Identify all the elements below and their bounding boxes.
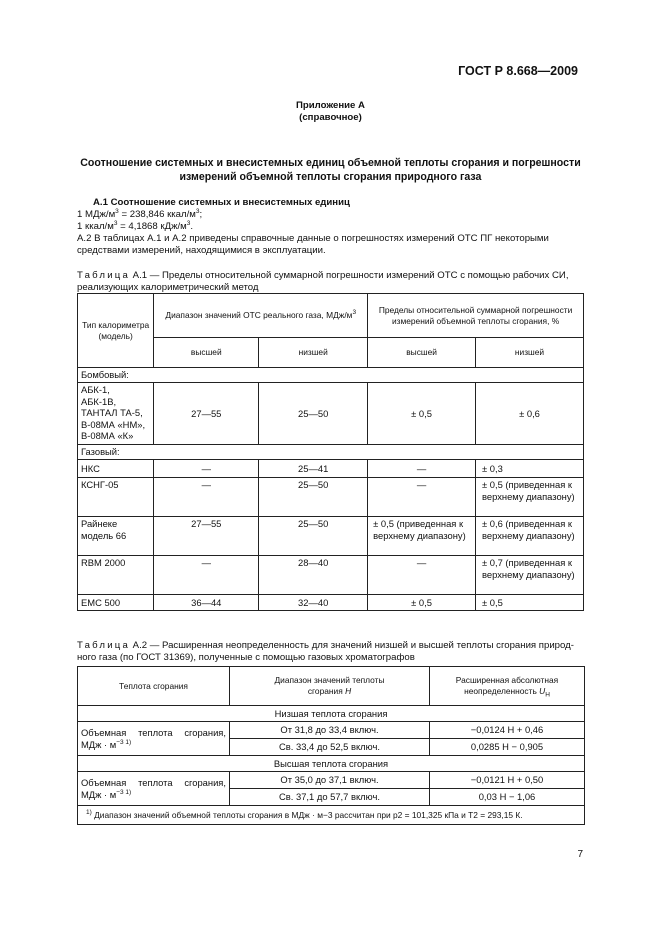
annex-subtitle: (справочное)	[299, 112, 362, 123]
group-gas: Газовый:	[78, 445, 584, 460]
table2-caption-line2: ного газа (по ГОСТ 31369), полученные с помощью газовых хроматографов	[77, 652, 415, 663]
head-calorimeter-type: Тип калориметра (модель)	[78, 294, 154, 368]
table-a2	[77, 666, 585, 825]
table-row: НКС — 25—41 — ± 0,3	[78, 460, 584, 478]
head-heat: Теплота сгорания	[78, 667, 230, 706]
head-range-h: Диапазон значений теплоты сгорания H	[230, 667, 430, 706]
head-uncertainty: Расширенная абсолютная неопределенность $U_H$	[430, 667, 585, 706]
section-a2-line2: средствами измерений, находящимися в эксплуатации.	[77, 245, 326, 256]
head-limit-high: высшей	[368, 338, 476, 368]
document-number: ГОСТ Р 8.668—2009	[458, 64, 578, 78]
head-range-high: высшей	[154, 338, 259, 368]
table-row: Объемная теплота сгорания, МДж · $м^{-3 1)}$ От 35,0 до 37,1 включ. −0,0121 H + 0,50	[78, 772, 585, 789]
table-row: АБК-1, АБК-1В, ТАНТАЛ ТА-5, В-08МА «НМ», В-08МА «К» 27—55 25—50 ± 0,5 ± 0,6	[78, 383, 584, 445]
table-row: EMC 500 36—44 32—40 ± 0,5 ± 0,5	[78, 595, 584, 611]
main-title-line1: Соотношение системных и внесистемных единиц объемной теплоты сгорания и погрешности	[80, 157, 581, 169]
group-bomb: Бомбовый:	[78, 368, 584, 383]
table-row: Объемная теплота сгорания, МДж · $м^{-3 1)}$ От 31,8 до 33,4 включ. −0,0124 H + 0,46	[78, 722, 585, 739]
section-a2-line1: А.2 В таблицах А.1 и А.2 приведены справочные данные о погрешностях измерений ОТС ПГ некоторыми	[77, 233, 549, 244]
head-limit-low: низшей	[476, 338, 584, 368]
table-row: КСНГ-05 — 25—50 — ± 0,5 (приведенная к верхнему диапазону)	[78, 478, 584, 517]
table1-caption-line2: реализующих калориметрический метод	[77, 282, 259, 293]
main-title-line2: измерений объемной теплоты сгорания природного газа	[179, 171, 482, 183]
high-heat-title: Высшая теплота сгорания	[78, 756, 585, 772]
low-row-label: Объемная теплота сгорания, МДж · $м^{-3 1)}$	[78, 722, 230, 756]
annex-title: Приложение А	[296, 100, 365, 111]
bomb-models: АБК-1, АБК-1В, ТАНТАЛ ТА-5, В-08МА «НМ», В-08МА «К»	[78, 383, 154, 445]
table1-caption: Таблица А.1 — Пределы относительной суммарной погрешности измерений ОТС с помощью рабочих СИ,	[77, 270, 569, 281]
table-row: Св. 37,1 до 57,7 включ. 0,03 H − 1,06	[78, 789, 585, 806]
head-range-low: низшей	[259, 338, 368, 368]
table2-caption: Таблица А.2 — Расширенная неопределенность для значений низшей и высшей теплоты сгорания природ-	[77, 640, 574, 651]
conversion-eq2: 1 ккал/$м^3 = 4,1868$ кДж/$м^3$.	[77, 219, 194, 232]
head-range: Диапазон значений ОТС реального газа, МДж/$м^3$	[154, 294, 368, 338]
table-row: Св. 33,4 до 52,5 включ. 0,0285 H − 0,905	[78, 739, 585, 756]
table2-footnote: $^{1)}$ Диапазон значений объемной теплоты сгорания в МДж · м−3 рассчитан при p2 = 101,325 кПа и T2 = 293,15 К.	[78, 806, 585, 825]
section-a1-heading: А.1 Соотношение системных и внесистемных единиц	[93, 197, 350, 208]
low-heat-title: Низшая теплота сгорания	[78, 706, 585, 722]
conversion-eq1: 1 МДж/$м^3 = 238,846$ ккал/$м^3$;	[77, 207, 203, 220]
table-row: Райнеке модель 66 27—55 25—50 ± 0,5 (приведенная к верхнему диапазону) ± 0,6 (приведенная к верхнему диапазону)	[78, 517, 584, 556]
page-number: 7	[577, 849, 583, 860]
table-a1	[77, 293, 584, 611]
high-row-label: Объемная теплота сгорания, МДж · $м^{-3 1)}$	[78, 772, 230, 806]
head-limits: Пределы относительной суммарной погрешности измерений объемной теплоты сгорания, %	[368, 294, 584, 338]
table-row: RBM 2000 — 28—40 — ± 0,7 (приведенная к верхнему диапазону)	[78, 556, 584, 595]
